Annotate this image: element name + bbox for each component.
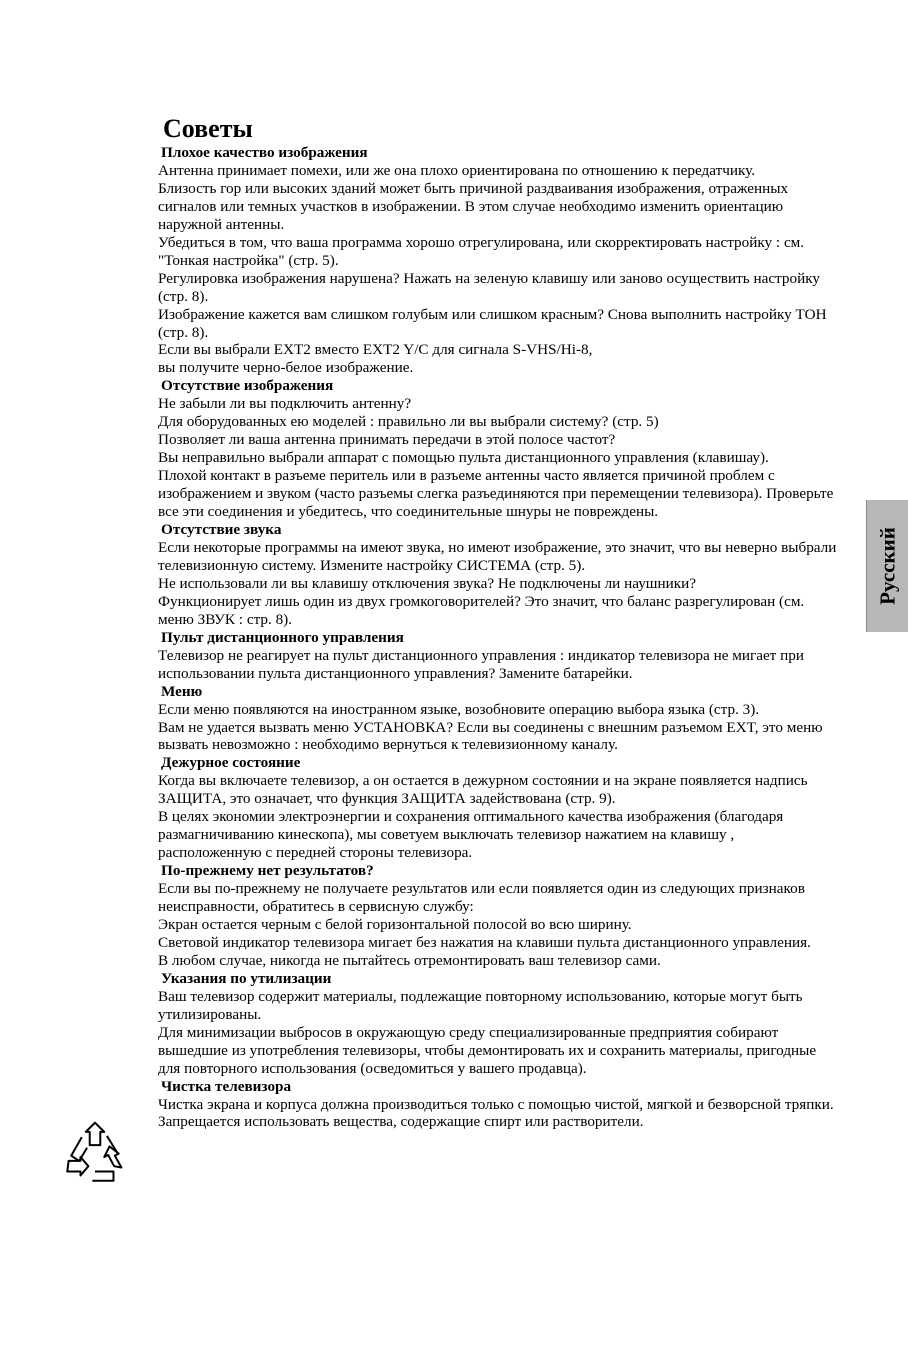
paragraph: Телевизор не реагирует на пульт дистанционного управления : индикатор телевизора не мигает при использовании пульта дистанционного управления? Замените батарейки. bbox=[158, 646, 804, 682]
section-disposal bbox=[158, 970, 838, 1078]
section-heading: Плохое качество изображения bbox=[161, 144, 368, 161]
section-heading: Отсутствие изображения bbox=[161, 377, 334, 395]
section-remote-control bbox=[158, 629, 838, 683]
paragraph: Функционирует лишь один из двух громкоговорителей? Это значит, что баланс разрегулирован (см. меню ЗВУК : стр. 8). bbox=[158, 592, 805, 628]
paragraph: Ваш телевизор содержит материалы, подлежащие повторному использованию, которые могут быть утилизированы. bbox=[158, 987, 803, 1023]
paragraph: вы получите черно-белое изображение. bbox=[158, 359, 414, 377]
paragraph: Позволяет ли ваша антенна принимать передачи в этой полосе частот? bbox=[158, 431, 616, 449]
section-heading: Меню bbox=[161, 682, 203, 700]
paragraph: Для минимизации выбросов в окружающую среду специализированные предприятия собирают вышедшие из употребления телевизоры, чтобы демонтировать их и сохранить материалы, пригодные для повторного использования (осведомиться у вашего продавца). bbox=[158, 1023, 817, 1077]
section-standby bbox=[158, 754, 838, 862]
section-menu bbox=[158, 683, 838, 755]
paragraph: В целях экономии электроэнергии и сохранения оптимального качества изображения (благодаря размагничиванию кинескопа), мы советуем выключать телевизор нажатием на клавишу , расположенную с передней стороны телевизора. bbox=[158, 808, 784, 862]
paragraph: Когда вы включаете телевизор, а он остается в дежурном состоянии и на экране появляется надпись ЗАЩИТА, это означает, что функция ЗАЩИТА задействована (стр. 9). bbox=[158, 772, 808, 808]
paragraph: Если вы по-прежнему не получаете результатов или если появляется один из следующих признаков неисправности, обратитесь в сервисную службу: bbox=[158, 880, 805, 916]
section-poor-picture bbox=[158, 144, 838, 377]
section-heading: Пульт дистанционного управления bbox=[161, 628, 404, 646]
paragraph: Экран остается черным с белой горизонтальной полосой во всю ширину. bbox=[158, 915, 632, 933]
paragraph: Убедиться в том, что ваша программа хорошо отрегулирована, или скорректировать настройку : см. "Тонкая настройка" (стр. 5). bbox=[158, 233, 805, 269]
language-tab bbox=[866, 500, 908, 632]
paragraph: Регулировка изображения нарушена? Нажать на зеленую клавишу или заново осуществить настройку (стр. 8). bbox=[158, 269, 820, 305]
section-no-sound bbox=[158, 521, 838, 629]
section-cleaning bbox=[158, 1078, 838, 1132]
section-heading: Дежурное состояние bbox=[161, 754, 301, 772]
section-heading: Чистка телевизора bbox=[161, 1077, 292, 1095]
paragraph: Изображение кажется вам слишком голубым или слишком красным? Снова выполнить настройку ТОН (стр. 8). bbox=[158, 305, 827, 341]
paragraph: Если вы выбрали EXT2 вместо EXT2 Y/C для сигнала S-VHS/Hi-8, bbox=[158, 341, 593, 359]
paragraph: Для оборудованных ею моделей : правильно ли вы выбрали систему? (стр. 5) bbox=[158, 413, 659, 431]
page-title: Советы bbox=[163, 114, 253, 143]
section-still-no-results bbox=[158, 862, 838, 970]
paragraph: Если меню появляются на иностранном языке, возобновите операцию выбора языка (стр. 3). bbox=[158, 700, 760, 718]
paragraph: Вам не удается вызвать меню УСТАНОВКА? Если вы соединены с внешним разъемом EXT, это меню вызвать невозможно : необходимо вернуться к телевизионному каналу. bbox=[158, 718, 823, 754]
paragraph: Световой индикатор телевизора мигает без нажатия на клавиши пульта дистанционного управления. bbox=[158, 933, 811, 951]
paragraph: Близость гор или высоких зданий может быть причиной раздваивания изображения, отраженных сигналов или темных участков в изображении. В этом случае необходимо изменить ориентацию наружной антенны. bbox=[158, 179, 789, 233]
section-heading: Отсутствие звука bbox=[161, 521, 282, 539]
section-no-picture bbox=[158, 377, 838, 521]
paragraph: Если некоторые программы на имеют звука, но имеют изображение, это значит, что вы неверно выбрали телевизионную систему. Измените настройку СИСТЕМА (стр. 5). bbox=[158, 538, 837, 574]
paragraph: Не забыли ли вы подключить антенну? bbox=[158, 395, 412, 413]
paragraph: Плохой контакт в разъеме перитель или в разъеме антенны часто является причиной проблем с изображением и звуком (часто разъемы слегка разъединяются при перемещении телевизора). Проверьте все эти соединения и убедитесь, что соединительные шнуры не повреждены. bbox=[158, 467, 834, 521]
paragraph: Вы неправильно выбрали аппарат с помощью пульта дистанционного управления (клавишау). bbox=[158, 449, 769, 467]
recycle-icon bbox=[62, 1120, 128, 1186]
document-body bbox=[158, 144, 838, 1131]
section-heading: Указания по утилизации bbox=[161, 969, 332, 987]
section-heading: По-прежнему нет результатов? bbox=[161, 862, 374, 880]
paragraph: В любом случае, никогда не пытайтесь отремонтировать ваш телевизор сами. bbox=[158, 951, 661, 969]
paragraph: Антенна принимает помехи, или же она плохо ориентирована по отношению к передатчику. bbox=[158, 161, 756, 179]
paragraph: Не использовали ли вы клавишу отключения звука? Не подключены ли наушники? bbox=[158, 574, 696, 592]
paragraph: Чистка экрана и корпуса должна производиться только с помощью чистой, мягкой и безворсной тряпки. Запрещается использовать вещества, содержащие спирт или растворители. bbox=[158, 1095, 834, 1131]
language-tab-label: Русский bbox=[875, 527, 900, 605]
